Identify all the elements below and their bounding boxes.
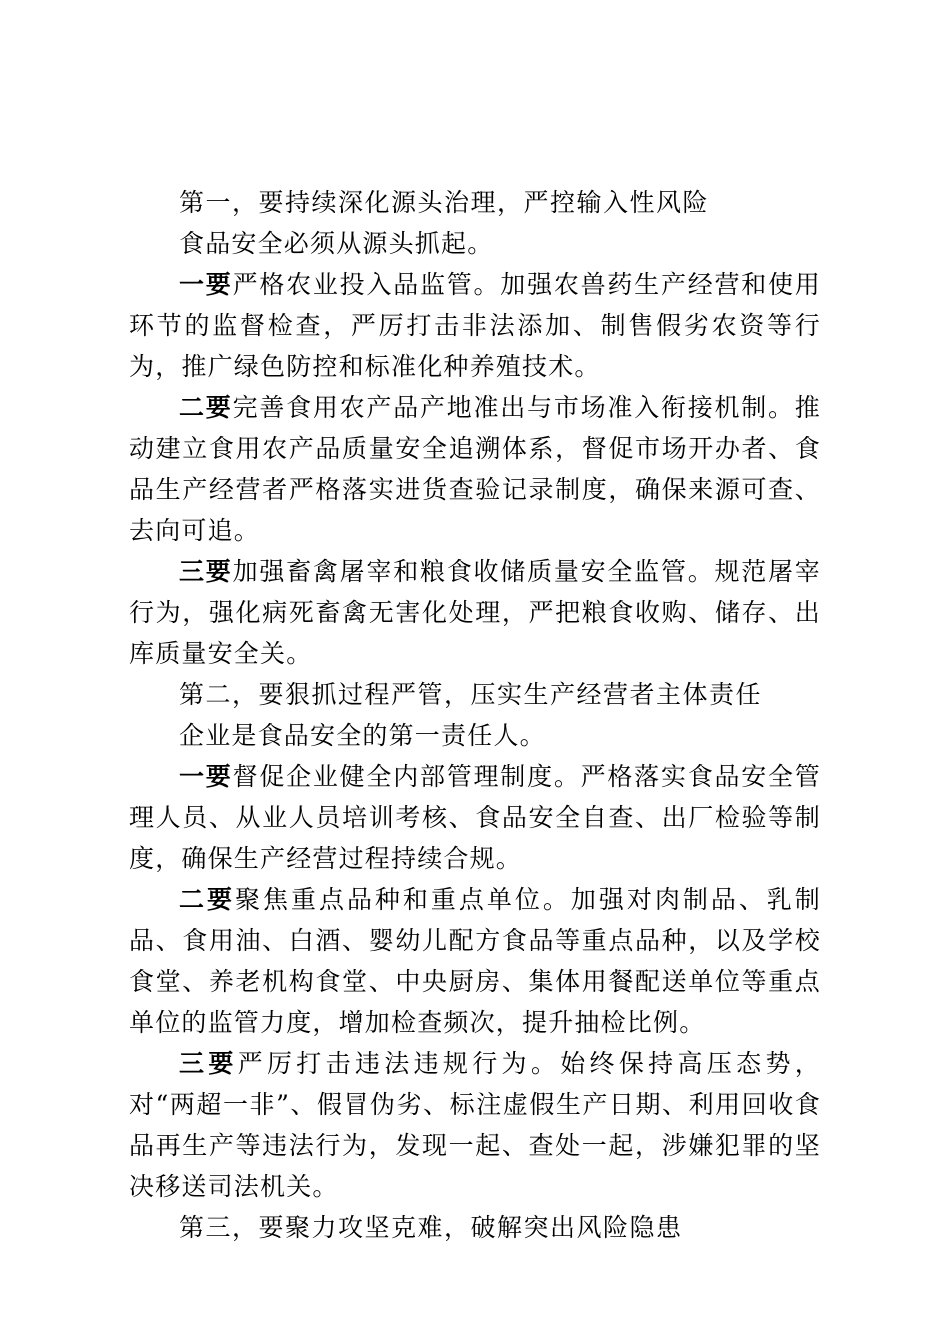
paragraph-lead: 二要 xyxy=(179,885,235,914)
paragraph-1-1 xyxy=(129,264,821,387)
section-heading-1 xyxy=(129,182,821,223)
paragraph-lead: 二要 xyxy=(179,393,233,422)
section-intro-1 xyxy=(129,223,821,264)
paragraph-text: 加强畜禽屠宰和粮食收储质量安全监管。规范屠宰行为，强化病死畜禽无害化处理，严把粮食收购、储存、出库质量安全关。 xyxy=(129,557,822,668)
paragraph-text: 第三，要聚力攻坚克难，破解突出风险隐患 xyxy=(179,1213,683,1242)
paragraph-2-2 xyxy=(129,879,821,1043)
section-heading-2 xyxy=(129,674,821,715)
paragraph-1-3 xyxy=(129,551,821,674)
paragraph-text: 督促企业健全内部管理制度。严格落实食品安全管理人员、从业人员培训考核、食品安全自查、出厂检验等制度，确保生产经营过程持续合规。 xyxy=(129,762,822,873)
paragraph-lead: 三要 xyxy=(179,1049,238,1078)
paragraph-text: 第一，要持续深化源头治理，严控输入性风险 xyxy=(179,188,710,217)
paragraph-text: 食品安全必须从源头抓起。 xyxy=(179,229,494,258)
paragraph-1-2 xyxy=(129,387,821,551)
paragraph-2-1 xyxy=(129,756,821,879)
paragraph-text: 企业是食品安全的第一责任人。 xyxy=(179,721,546,750)
section-intro-2 xyxy=(129,715,821,756)
paragraph-text: 严厉打击违法违规行为。始终保持高压态势，对“两超一非”、假冒伪劣、标注虚假生产日期、利用回收食品再生产等违法行为，发现一起、查处一起，涉嫌犯罪的坚决移送司法机关。 xyxy=(129,1049,821,1201)
paragraph-lead: 一要 xyxy=(179,762,233,791)
paragraph-text: 第二，要狠抓过程严管，压实生产经营者主体责任 xyxy=(179,680,763,709)
paragraph-text: 聚焦重点品种和重点单位。加强对肉制品、乳制品、食用油、白酒、婴幼儿配方食品等重点品种，以及学校食堂、养老机构食堂、中央厨房、集体用餐配送单位等重点单位的监管力度，增加检查频次，提升抽检比例。 xyxy=(129,885,821,1037)
paragraph-lead: 三要 xyxy=(179,557,233,586)
document-page xyxy=(129,182,821,1248)
section-heading-3 xyxy=(129,1207,821,1248)
paragraph-text: 完善食用农产品产地准出与市场准入衔接机制。推动建立食用农产品质量安全追溯体系，督促市场开办者、食品生产经营者严格落实进货查验记录制度，确保来源可查、去向可追。 xyxy=(129,393,822,545)
paragraph-lead: 一要 xyxy=(179,270,233,299)
paragraph-2-3 xyxy=(129,1043,821,1207)
paragraph-text: 严格农业投入品监管。加强农兽药生产经营和使用环节的监督检查，严厉打击非法添加、制售假劣农资等行为，推广绿色防控和标准化种养殖技术。 xyxy=(129,270,822,381)
